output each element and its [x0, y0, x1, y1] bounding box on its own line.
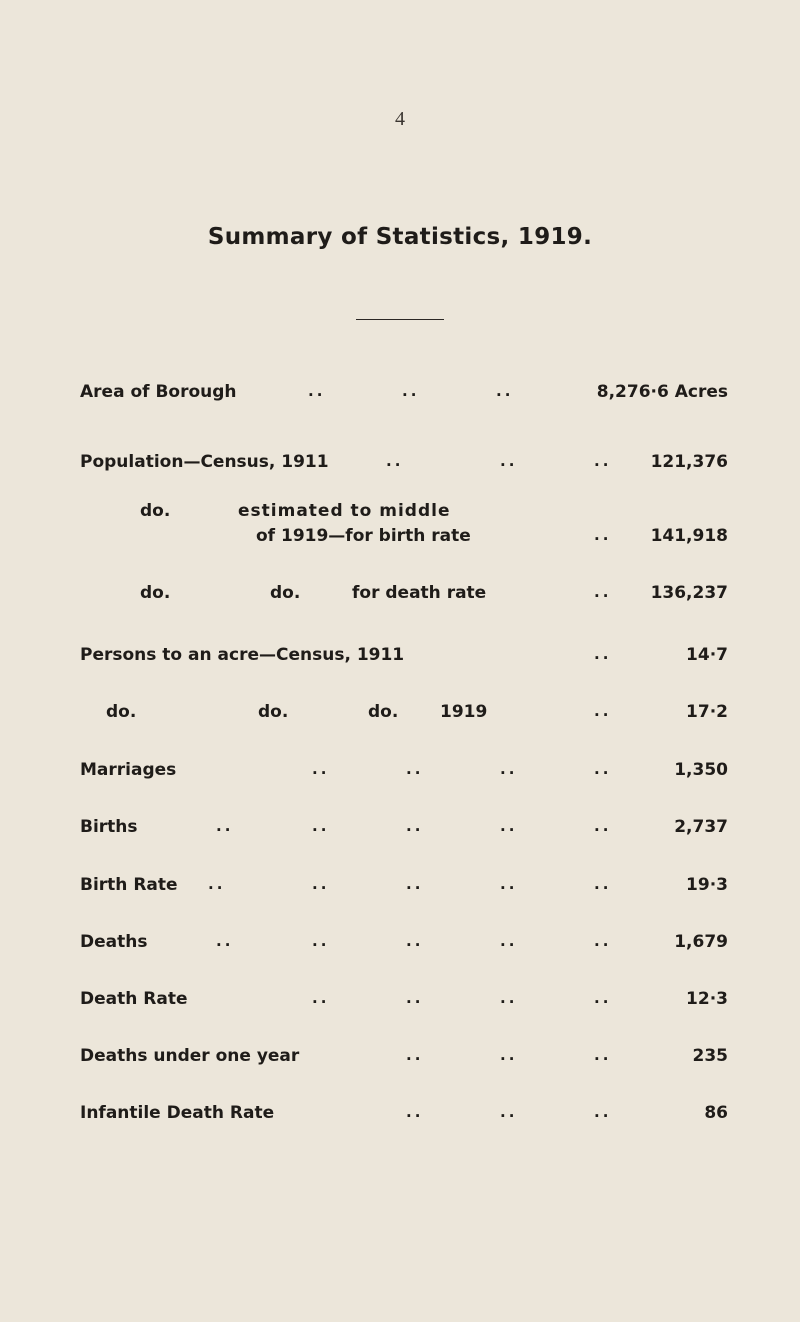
- row-value: 136,237: [650, 583, 728, 603]
- row-area: [0, 382, 800, 410]
- leader-dots: ..: [594, 932, 612, 950]
- row-value: 12·3: [686, 989, 728, 1009]
- row-label: Births: [80, 817, 138, 837]
- leader-dots: ..: [386, 452, 404, 470]
- leader-dots: ..: [594, 989, 612, 1007]
- row-label: estimated to middle: [238, 501, 451, 521]
- leader-dots: ..: [406, 932, 424, 950]
- leader-dots: ..: [402, 382, 420, 400]
- row-persons-1919: [0, 702, 800, 730]
- row-label: Area of Borough: [80, 382, 237, 402]
- page-number: 4: [395, 108, 405, 130]
- leader-dots: ..: [406, 760, 424, 778]
- leader-dots: ..: [312, 932, 330, 950]
- leader-dots: ..: [216, 817, 234, 835]
- row-value: 235: [692, 1046, 728, 1066]
- divider: [356, 319, 444, 320]
- leader-dots: ..: [594, 583, 612, 601]
- leader-dots: ..: [216, 932, 234, 950]
- row-label: Population—Census, 1911: [80, 452, 329, 472]
- row-label: do.: [368, 702, 399, 722]
- row-estimated-birth: [0, 526, 800, 554]
- row-persons-1911: [0, 645, 800, 673]
- leader-dots: ..: [594, 1103, 612, 1121]
- row-value: 2,737: [674, 817, 728, 837]
- row-label: Marriages: [80, 760, 177, 780]
- row-value: 1,350: [674, 760, 728, 780]
- row-infantile-death-rate: [0, 1103, 800, 1131]
- row-value: 121,376: [650, 452, 728, 472]
- leader-dots: ..: [594, 760, 612, 778]
- row-label: do.: [258, 702, 289, 722]
- row-label: Deaths: [80, 932, 148, 952]
- row-deaths-under-one: [0, 1046, 800, 1074]
- row-label: 1919: [440, 702, 488, 722]
- leader-dots: ..: [406, 1103, 424, 1121]
- row-marriages: [0, 760, 800, 788]
- leader-dots: ..: [406, 875, 424, 893]
- row-population-1911: [0, 452, 800, 480]
- leader-dots: ..: [500, 452, 518, 470]
- row-deaths: [0, 932, 800, 960]
- page-title: Summary of Statistics, 1919.: [207, 224, 593, 250]
- row-label: Persons to an acre—Census, 1911: [80, 645, 405, 665]
- row-value: 19·3: [686, 875, 728, 895]
- row-label: do.: [106, 702, 137, 722]
- row-label: Deaths under one year: [80, 1046, 300, 1066]
- row-value: 14·7: [686, 645, 728, 665]
- row-label: for death rate: [352, 583, 487, 603]
- leader-dots: ..: [594, 526, 612, 544]
- leader-dots: ..: [594, 452, 612, 470]
- leader-dots: ..: [500, 932, 518, 950]
- leader-dots: ..: [500, 989, 518, 1007]
- leader-dots: ..: [308, 382, 326, 400]
- row-value: 8,276·6 Acres: [596, 382, 728, 402]
- leader-dots: ..: [594, 645, 612, 663]
- leader-dots: ..: [208, 875, 226, 893]
- leader-dots: ..: [500, 1046, 518, 1064]
- leader-dots: ..: [312, 989, 330, 1007]
- leader-dots: ..: [312, 875, 330, 893]
- row-label: Birth Rate: [80, 875, 178, 895]
- leader-dots: ..: [594, 1046, 612, 1064]
- row-value: 1,679: [674, 932, 728, 952]
- leader-dots: ..: [496, 382, 514, 400]
- row-value: 86: [704, 1103, 728, 1123]
- row-estimated-birth-line1: [0, 501, 800, 529]
- leader-dots: ..: [312, 760, 330, 778]
- row-label: do.: [140, 583, 171, 603]
- leader-dots: ..: [406, 989, 424, 1007]
- row-label: Death Rate: [80, 989, 188, 1009]
- leader-dots: ..: [312, 817, 330, 835]
- row-label: do.: [270, 583, 301, 603]
- leader-dots: ..: [500, 1103, 518, 1121]
- row-label: do.: [140, 501, 171, 521]
- row-label: of 1919—for birth rate: [256, 526, 471, 546]
- row-label: Infantile Death Rate: [80, 1103, 275, 1123]
- row-value: 17·2: [686, 702, 728, 722]
- row-estimated-death: [0, 583, 800, 611]
- row-birth-rate: [0, 875, 800, 903]
- leader-dots: ..: [500, 817, 518, 835]
- leader-dots: ..: [500, 875, 518, 893]
- row-death-rate: [0, 989, 800, 1017]
- leader-dots: ..: [594, 702, 612, 720]
- leader-dots: ..: [500, 760, 518, 778]
- leader-dots: ..: [594, 817, 612, 835]
- leader-dots: ..: [406, 817, 424, 835]
- leader-dots: ..: [594, 875, 612, 893]
- leader-dots: ..: [406, 1046, 424, 1064]
- row-value: 141,918: [650, 526, 728, 546]
- row-births: [0, 817, 800, 845]
